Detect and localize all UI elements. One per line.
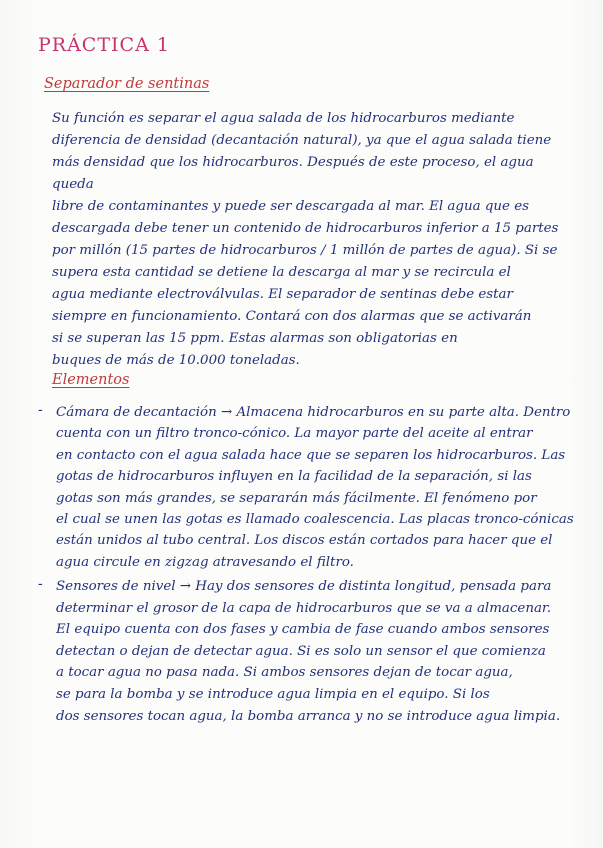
bullet-marker: -: [38, 402, 43, 418]
section-heading-elementos: Elementos: [52, 372, 130, 388]
section-paragraph-separador: Su función es separar el agua salada de los hidrocarburos mediante diferencia de densidad (decantación natural), ya que el agua salada tiene más densidad que los hidrocarburos. Después de este proceso, el agua queda libre de contaminantes y puede ser descargada al mar. El agua que es descargada debe tener un contenido de hidrocarburos inferior a 15 partes por millón (15 partes de hidrocarburos / 1 millón de partes de agua). Si se supera esta cantidad se detiene la descarga al mar y se recircula el agua mediante electroválvulas. El separador de sentinas debe estar siempre en funcionamiento. Contará con dos alarmas que se activarán si se superan las 15 ppm. Estas alarmas son obligatorias en buques de más de 10.000 toneladas.: [52, 111, 559, 368]
list-item-camara-decantacion: Cámara de decantación → Almacena hidrocarburos en su parte alta. Dentro cuenta con un filtro tronco-cónico. La mayor parte del aceite al entrar en contacto con el agua salada hace que se separen los hidrocarburos. Las gotas de hidrocarburos influyen en la facilidad de la separación, si las gotas son más grandes, se separarán más fácilmente. El fenómeno por el cual se unen las gotas es llamado coalescencia. Las placas tronco-cónicas están unidos al tubo central. Los discos están cortados para hacer que el agua circule en zigzag atravesando el filtro.: [56, 405, 574, 570]
page-title: PRÁCTICA 1: [38, 34, 170, 56]
bullet-marker: -: [38, 576, 43, 592]
list-item-sensores-nivel: Sensores de nivel → Hay dos sensores de distinta longitud, pensada para determinar el grosor de la capa de hidrocarburos que se va a almacenar. El equipo cuenta con dos fases y cambia de fase cuando ambos sensores detectan o dejan de detectar agua. Si es solo un sensor el que comienza a tocar agua no pasa nada. Si ambos sensores dejan de tocar agua, se para la bomba y se introduce agua limpia en el equipo. Si los dos sensores tocan agua, la bomba arranca y no se introduce agua limpia.: [56, 579, 561, 724]
section-heading-separador: Separador de sentinas: [44, 76, 210, 92]
